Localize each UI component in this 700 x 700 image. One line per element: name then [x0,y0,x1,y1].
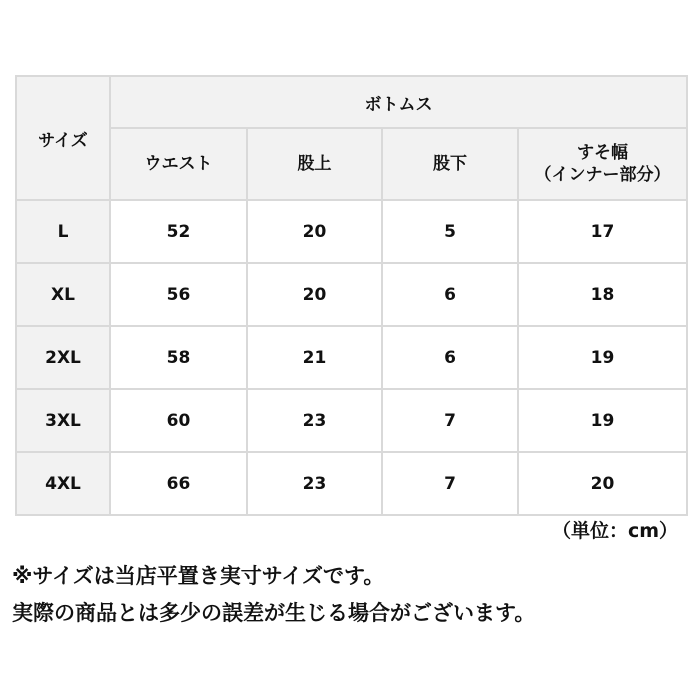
rise-value-cell: 21 [247,326,382,389]
waist-value-cell: 56 [110,263,247,326]
rise-value-cell: 20 [247,263,382,326]
size-header-cell: サイズ [16,76,110,200]
column-header-sublabel: （インナー部分） [534,165,671,185]
column-header-waist [110,128,247,200]
column-header-label: 股下 [433,154,467,174]
hem-width-value-cell: 19 [518,389,687,452]
bottoms-group-header: ボトムス [110,76,687,128]
inseam-value-cell: 5 [382,200,518,263]
table-row [16,263,687,326]
size-chart-table [15,75,688,516]
rise-value-cell: 23 [247,389,382,452]
measurement-note: ※サイズは当店平置き実寸サイズです。 [12,564,385,588]
waist-value-cell: 52 [110,200,247,263]
table-row [16,200,687,263]
column-header-label: ウエスト [144,154,213,174]
waist-value-cell: 60 [110,389,247,452]
column-header-inseam [382,128,518,200]
column-header-rise [247,128,382,200]
hem-width-value-cell: 19 [518,326,687,389]
rise-value-cell: 23 [247,452,382,515]
inseam-value-cell: 7 [382,389,518,452]
table-row [16,326,687,389]
variance-note: 実際の商品とは多少の誤差が生じる場合がございます。 [12,601,536,625]
inseam-value-cell: 6 [382,326,518,389]
waist-value-cell: 66 [110,452,247,515]
table-row [16,389,687,452]
inseam-value-cell: 7 [382,452,518,515]
unit-note: （単位：cm） [551,520,678,542]
hem-width-value-cell: 20 [518,452,687,515]
rise-value-cell: 20 [247,200,382,263]
size-label-cell: 2XL [16,326,110,389]
table-row [16,452,687,515]
column-header-label: 股上 [297,154,332,174]
size-label-cell: L [16,200,110,263]
inseam-value-cell: 6 [382,263,518,326]
hem-width-value-cell: 18 [518,263,687,326]
size-label-cell: 3XL [16,389,110,452]
size-label-cell: XL [16,263,110,326]
column-header-hem-width [518,128,687,200]
hem-width-value-cell: 17 [518,200,687,263]
column-header-label: すそ幅 [577,143,628,163]
waist-value-cell: 58 [110,326,247,389]
size-label-cell: 4XL [16,452,110,515]
column-header-row [16,128,687,200]
table-header-row [16,76,687,128]
